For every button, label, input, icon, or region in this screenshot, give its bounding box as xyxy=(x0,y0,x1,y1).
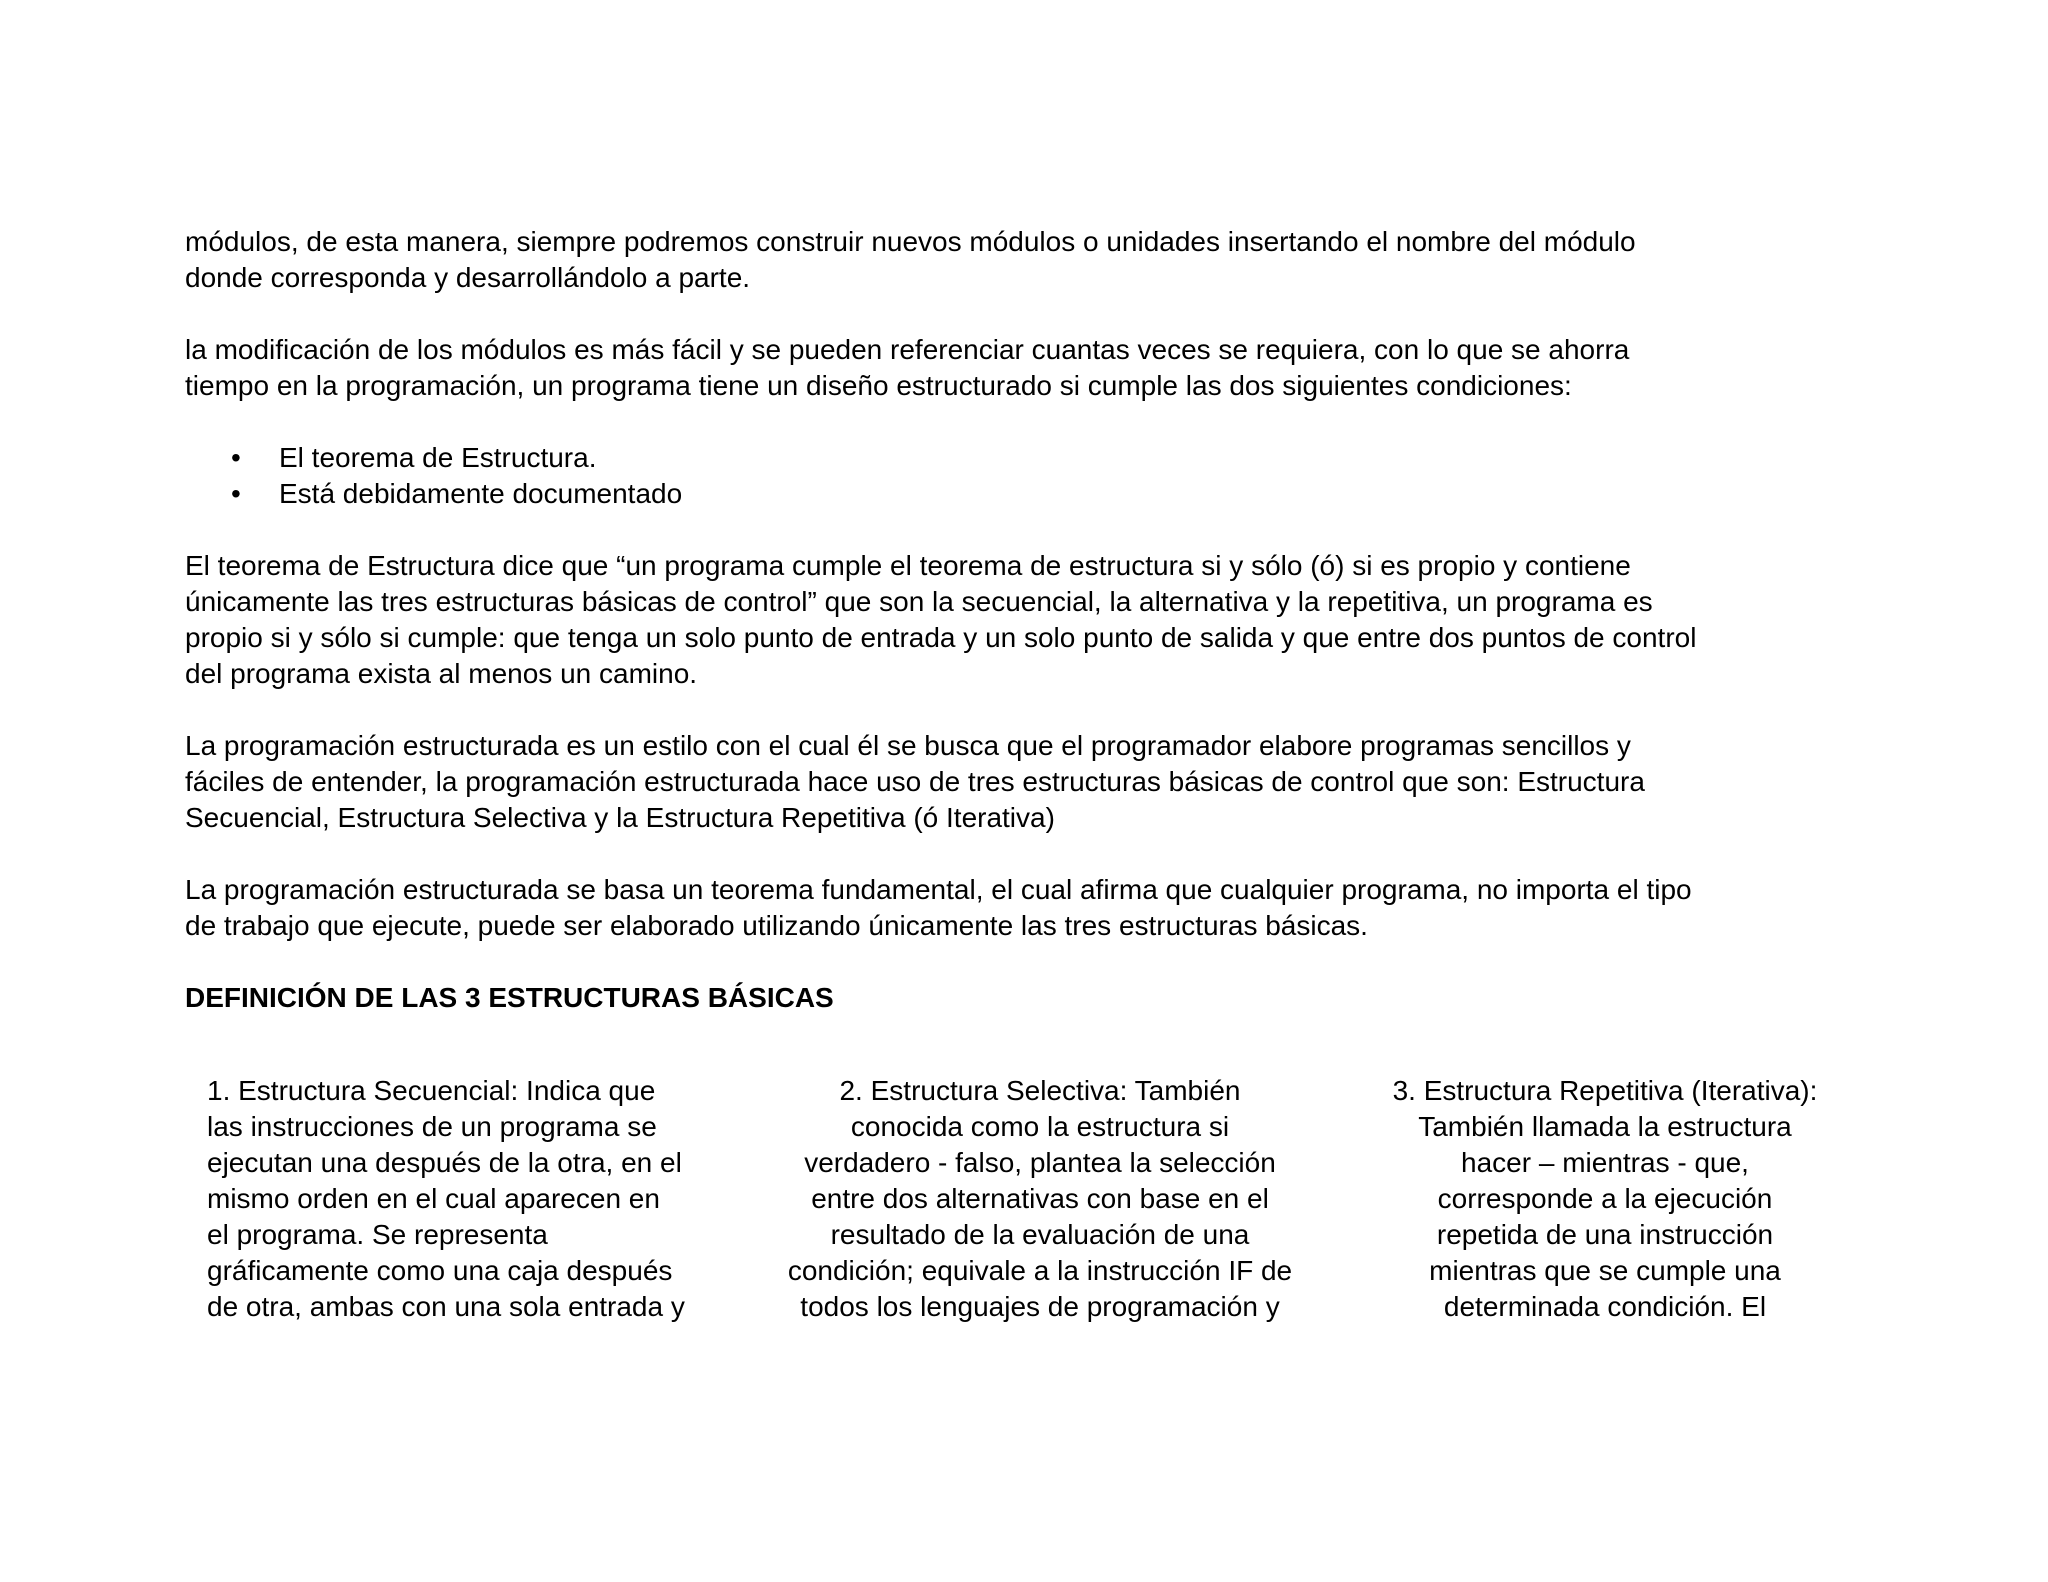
text-line: corresponde a la ejecución xyxy=(1437,1183,1773,1214)
paragraph-modules xyxy=(185,224,1885,296)
text-line: hacer – mientras - que, xyxy=(1461,1147,1749,1178)
text-line: la modificación de los módulos es más fácil y se pueden referenciar cuantas veces se requiera, con lo que se ahorra xyxy=(185,334,1630,365)
text-line: las instrucciones de un programa se xyxy=(207,1111,657,1142)
text-line: verdadero - falso, plantea la selección xyxy=(804,1147,1276,1178)
structures-columns xyxy=(185,1073,1885,1333)
text-line: 1. Estructura Secuencial: Indica que xyxy=(207,1075,656,1106)
text-line: de otra, ambas con una sola entrada y xyxy=(207,1291,685,1322)
list-item xyxy=(185,440,1885,476)
text-line: de trabajo que ejecute, puede ser elaborado utilizando únicamente las tres estructuras básicas. xyxy=(185,910,1368,941)
text-line: todos los lenguajes de programación y xyxy=(800,1291,1280,1322)
text-line: el programa. Se representa xyxy=(207,1219,548,1250)
text-line: resultado de la evaluación de una xyxy=(830,1219,1250,1250)
text-line: determinada condición. El xyxy=(1443,1291,1767,1322)
text-line: La programación estructurada se basa un teorema fundamental, el cual afirma que cualquier programa, no importa el tipo xyxy=(185,874,1692,905)
bullet-icon: • xyxy=(231,442,241,473)
paragraph-theorem xyxy=(185,548,1885,692)
text-line: propio si y sólo si cumple: que tenga un solo punto de entrada y un solo punto de salida y que entre dos puntos de control xyxy=(185,622,1697,653)
text-line: condición; equivale a la instrucción IF de xyxy=(787,1255,1293,1286)
list-item-text: Está debidamente documentado xyxy=(279,478,683,509)
text-line: Secuencial, Estructura Selectiva y la Estructura Repetitiva (ó Iterativa) xyxy=(185,802,1055,833)
text-line: gráficamente como una caja después xyxy=(207,1255,673,1286)
text-line: 2. Estructura Selectiva: También xyxy=(839,1075,1241,1106)
document-page xyxy=(185,224,1885,1333)
column-selective xyxy=(755,1073,1325,1325)
text-line: La programación estructurada es un estilo con el cual él se busca que el programador elabore programas sencillos y xyxy=(185,730,1631,761)
text-line: únicamente las tres estructuras básicas de control” que son la secuencial, la alternativa y la repetitiva, un programa es xyxy=(185,586,1653,617)
paragraph-fundamental-theorem xyxy=(185,872,1885,944)
text-line: mismo orden en el cual aparecen en xyxy=(207,1183,660,1214)
text-line: repetida de una instrucción xyxy=(1436,1219,1774,1250)
text-line: entre dos alternativas con base en el xyxy=(811,1183,1269,1214)
text-line: módulos, de esta manera, siempre podremos construir nuevos módulos o unidades insertando el nombre del módulo xyxy=(185,226,1636,257)
paragraph-structured-style xyxy=(185,728,1885,836)
list-item xyxy=(185,476,1885,512)
text-line: donde corresponda y desarrollándolo a parte. xyxy=(185,262,751,293)
text-line: mientras que se cumple una xyxy=(1429,1255,1781,1286)
bullet-icon: • xyxy=(231,478,241,509)
section-heading: DEFINICIÓN DE LAS 3 ESTRUCTURAS BÁSICAS xyxy=(185,982,834,1013)
conditions-list xyxy=(185,440,1885,512)
text-line: fáciles de entender, la programación estructurada hace uso de tres estructuras básicas de control que son: Estructura xyxy=(185,766,1645,797)
text-line: El teorema de Estructura dice que “un programa cumple el teorema de estructura si y sólo (ó) si es propio y contiene xyxy=(185,550,1631,581)
list-item-text: El teorema de Estructura. xyxy=(279,442,597,473)
text-line: conocida como la estructura si xyxy=(850,1111,1230,1142)
text-line: 3. Estructura Repetitiva (Iterativa): xyxy=(1392,1075,1818,1106)
paragraph-modification xyxy=(185,332,1885,404)
column-sequential xyxy=(207,1073,747,1325)
text-line: tiempo en la programación, un programa tiene un diseño estructurado si cumple las dos siguientes condiciones: xyxy=(185,370,1572,401)
text-line: del programa exista al menos un camino. xyxy=(185,658,698,689)
text-line: ejecutan una después de la otra, en el xyxy=(207,1147,682,1178)
text-line: También llamada la estructura xyxy=(1418,1111,1792,1142)
column-repetitive xyxy=(1335,1073,1875,1325)
